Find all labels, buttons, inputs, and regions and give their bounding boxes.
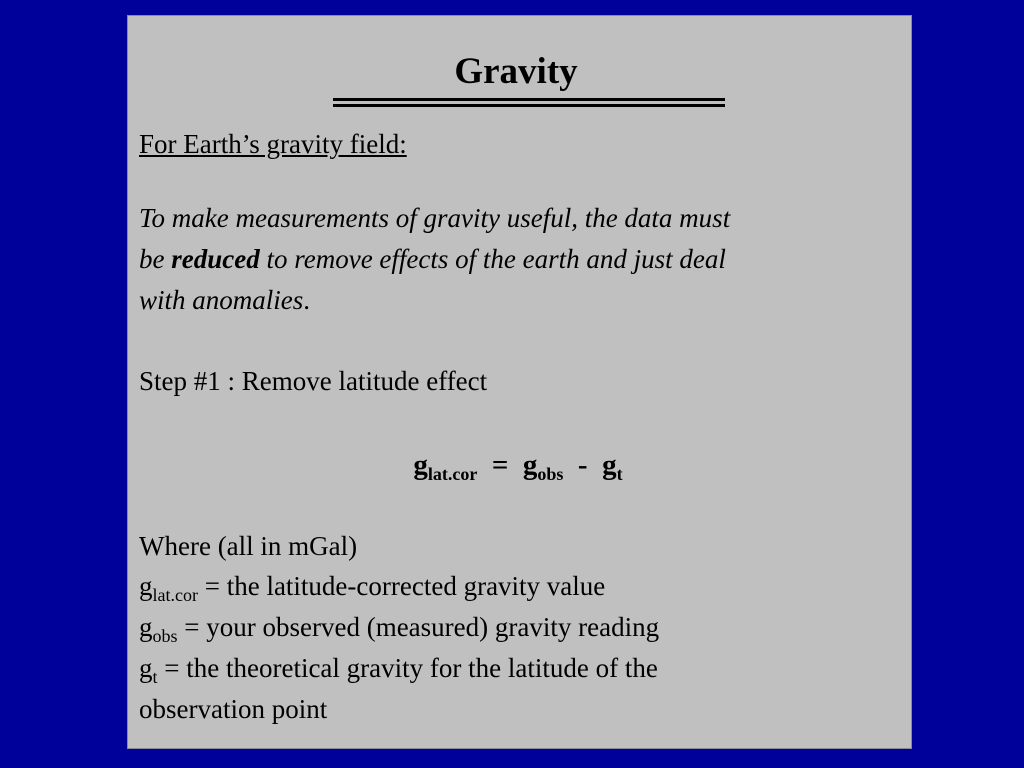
- intro-line-3-text: with anomalies: [139, 285, 304, 315]
- intro-line-2-post: to remove effects of the earth and just deal: [259, 244, 726, 274]
- formula-t: $g_t$: [602, 449, 623, 484]
- definition-t-continued: observation point: [139, 694, 328, 724]
- formula-lhs: $g_{lat.cor}$: [413, 449, 478, 484]
- definition-latcor: $g_{lat.cor}$ = the latitude-corrected gravity value: [139, 571, 606, 605]
- formula-obs: $g_{obs}$: [522, 449, 564, 484]
- formula-equals: =: [477, 449, 523, 481]
- intro-line-1: To make measurements of gravity useful, the data must: [139, 203, 731, 233]
- step-heading: Step #1 : Remove latitude effect: [139, 366, 488, 396]
- subheading: For Earth’s gravity field:: [139, 129, 407, 159]
- intro-line-2: [139, 243, 726, 275]
- where-line: Where (all in mGal): [139, 531, 358, 561]
- latitude-correction-formula: [128, 449, 908, 484]
- intro-line-3: [139, 284, 310, 316]
- title-double-rule: [333, 98, 725, 107]
- intro-emphasis-reduced: reduced: [171, 244, 260, 274]
- intro-line-3-period: .: [303, 285, 311, 315]
- slide-title: Gravity: [454, 51, 578, 92]
- definition-obs: $g_{obs}$ = your observed (measured) gravity reading: [139, 612, 660, 646]
- intro-line-2-pre: be: [139, 244, 172, 274]
- definition-t: $g_t$ = the theoretical gravity for the latitude of the: [139, 653, 658, 687]
- slide-panel: [127, 15, 912, 749]
- formula-minus: -: [563, 449, 603, 481]
